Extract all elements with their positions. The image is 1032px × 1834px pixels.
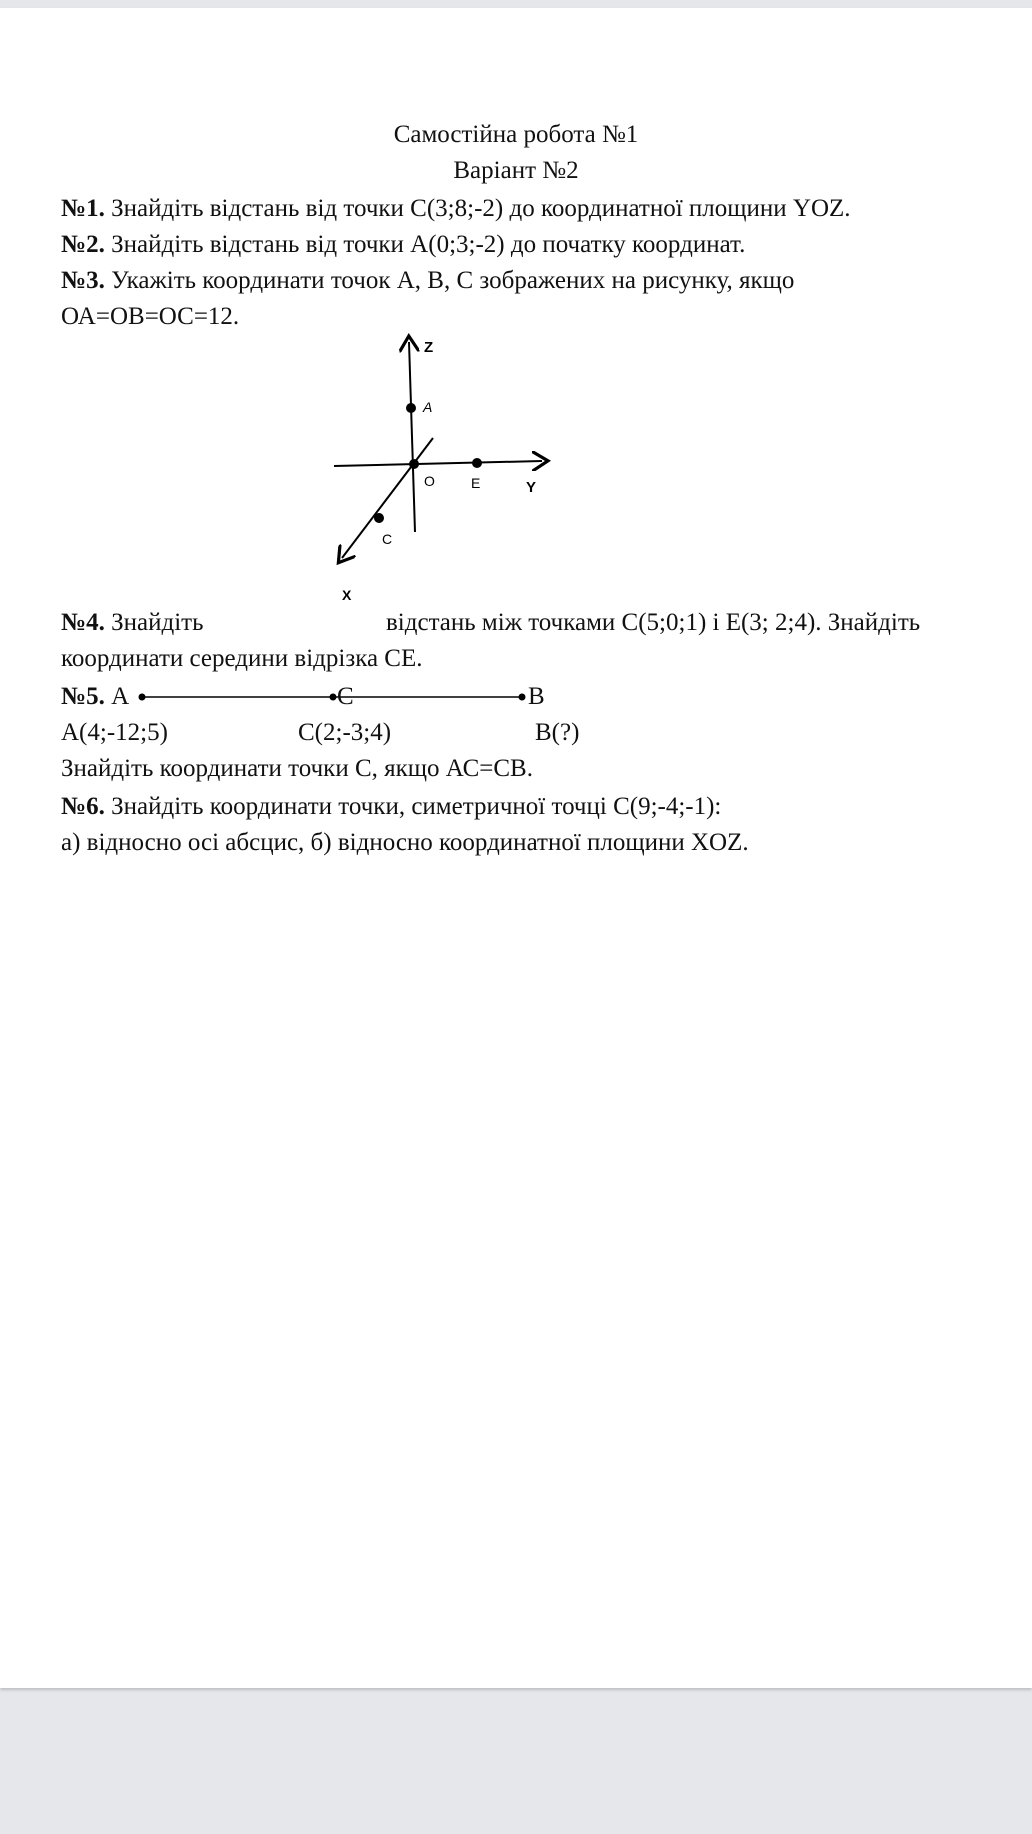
y-axis-label: Y (526, 479, 537, 496)
task-5-question: Знайдіть координати точки С, якщо АС=СВ. (61, 755, 533, 782)
task-4 (61, 608, 204, 638)
segment-diagram (136, 684, 536, 710)
coordinate-axes-figure (320, 326, 560, 608)
segment-point-b (519, 694, 526, 701)
task-4-number: №4. (61, 609, 105, 636)
point-a (406, 403, 416, 413)
task-3-number: №3. (61, 267, 105, 294)
task-1-number: №1. (61, 195, 105, 222)
segment-point-a (139, 694, 146, 701)
task-6-text: Знайдіть координати точки, симетричної точці С(9;-4;-1): (111, 793, 722, 820)
segment-label-c: С (337, 683, 354, 710)
task-2-text: Знайдіть відстань від точки А(0;3;-2) до початку координат. (111, 231, 746, 258)
page-title: Самостійна робота №1 (393, 121, 639, 148)
task-1-text: Знайдіть відстань від точки С(3;8;-2) до координатної площини YOZ. (111, 195, 851, 222)
coord-b: В(?) (535, 719, 580, 746)
segment-point-c (330, 694, 337, 701)
segment-label-a: А (111, 683, 130, 710)
task-3-line-2: ОА=ОВ=ОС=12. (61, 303, 240, 330)
point-a-label: A (423, 399, 433, 415)
x-axis-label: X (342, 587, 352, 603)
point-c-label: C (382, 531, 393, 547)
top-strip (0, 0, 1032, 8)
document-page (0, 8, 1032, 1688)
y-axis (334, 461, 542, 466)
task-5-number: №5. (61, 683, 105, 710)
coord-a: А(4;-12;5) (61, 719, 168, 746)
point-origin (409, 459, 419, 469)
point-e (472, 458, 482, 468)
task-4-text: відстань між точками С(5;0;1) і Е(3; 2;4). Знайдіть (386, 609, 921, 636)
origin-label: O (424, 473, 435, 489)
z-axis (409, 342, 415, 532)
point-c (374, 513, 384, 523)
task-3 (61, 266, 794, 296)
task-6 (61, 792, 721, 822)
coord-c: С(2;-3;4) (298, 719, 392, 746)
task-2-number: №2. (61, 231, 105, 258)
z-axis-label: Z (424, 339, 434, 356)
task-6-line-2: а) відносно осі абсцис, б) відносно координатної площини XOZ. (61, 829, 749, 856)
task-5 (61, 682, 129, 712)
task-1 (61, 194, 851, 224)
task-4-word: Знайдіть (111, 609, 204, 636)
task-4-line-2: координати середини відрізка СЕ. (61, 645, 423, 672)
task-6-number: №6. (61, 793, 105, 820)
point-e-label: E (471, 475, 481, 491)
segment-label-b: В (528, 683, 545, 710)
task-3-line-1: Укажіть координати точок А, В, С зображених на рисунку, якщо (111, 267, 795, 294)
variant-title: Варіант №2 (453, 157, 579, 184)
task-2 (61, 230, 745, 260)
